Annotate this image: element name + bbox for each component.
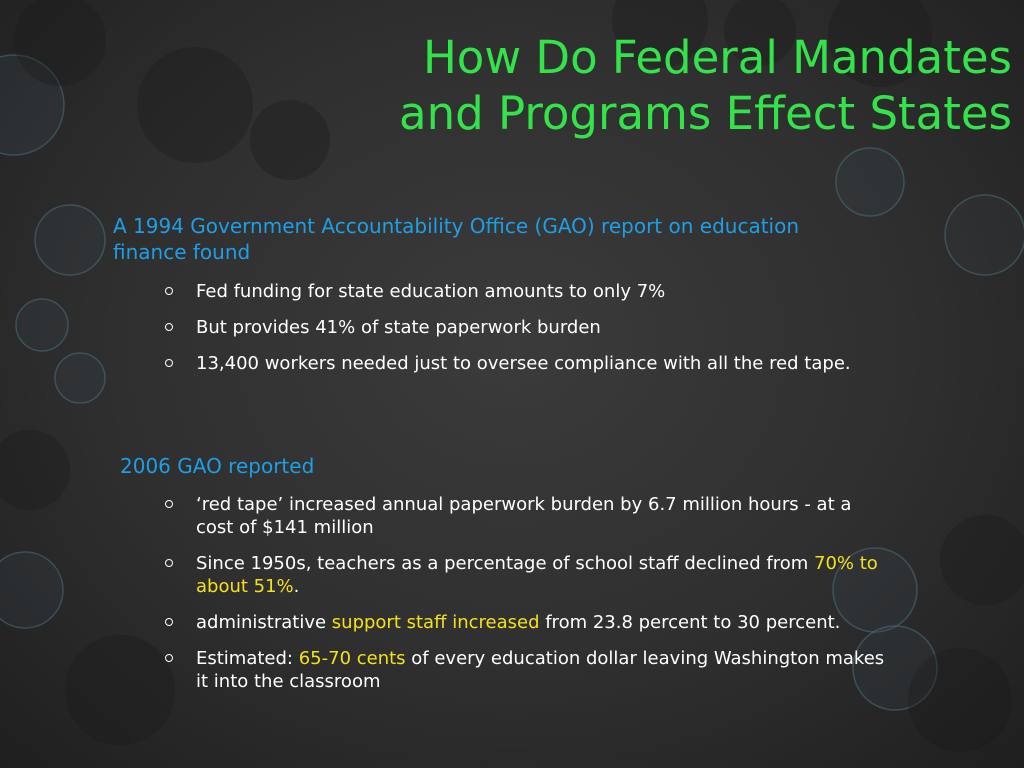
section-2-heading: 2006 GAO reported bbox=[120, 454, 315, 478]
bullet-text-before: administrative bbox=[196, 612, 332, 633]
bullet-text bbox=[196, 553, 878, 597]
bullet-text bbox=[196, 612, 840, 633]
highlight-text: support staff increased bbox=[331, 612, 540, 633]
section-1-bullet-list bbox=[165, 280, 885, 388]
list-item bbox=[165, 552, 885, 598]
list-item bbox=[165, 280, 885, 303]
hollow-circle-icon bbox=[165, 500, 173, 508]
bullet-text-before: Estimated: bbox=[196, 648, 299, 669]
bullet-text: 13,400 workers needed just to oversee compliance with all the red tape. bbox=[196, 353, 851, 374]
hollow-circle-icon bbox=[165, 618, 173, 626]
list-item bbox=[165, 352, 885, 375]
bullet-text-before: Since 1950s, teachers as a percentage of school staff declined from bbox=[196, 553, 815, 574]
list-item bbox=[165, 493, 885, 539]
slide-title-line-1: How Do Federal Mandates bbox=[422, 31, 1012, 84]
bullet-text-after: . bbox=[293, 576, 300, 597]
highlight-text: 65-70 cents bbox=[298, 648, 406, 669]
hollow-circle-icon bbox=[165, 359, 173, 367]
slide-title-line-2: and Programs Effect States bbox=[399, 87, 1012, 140]
hollow-circle-icon bbox=[165, 559, 173, 567]
section-2-bullet-list bbox=[165, 493, 885, 706]
slide-title bbox=[112, 30, 1012, 142]
bullet-text-after: from 23.8 percent to 30 percent. bbox=[539, 612, 841, 633]
list-item bbox=[165, 647, 885, 693]
list-item bbox=[165, 611, 885, 634]
bullet-text: ‘red tape’ increased annual paperwork burden by 6.7 million hours - at a cost of $141 million bbox=[196, 494, 852, 538]
hollow-circle-icon bbox=[165, 323, 173, 331]
bullet-text: Fed funding for state education amounts to only 7% bbox=[196, 281, 666, 302]
bullet-text-after: of every education dollar leaving Washington makes it into the classroom bbox=[196, 648, 885, 692]
list-item bbox=[165, 316, 885, 339]
bullet-text bbox=[196, 648, 884, 692]
highlight-text: 70% to about 51% bbox=[196, 553, 878, 597]
bullet-text: But provides 41% of state paperwork burden bbox=[196, 317, 601, 338]
section-1-heading: A 1994 Government Accountability Office (GAO) report on education finance found bbox=[113, 214, 800, 264]
hollow-circle-icon bbox=[165, 287, 173, 295]
hollow-circle-icon bbox=[165, 654, 173, 662]
